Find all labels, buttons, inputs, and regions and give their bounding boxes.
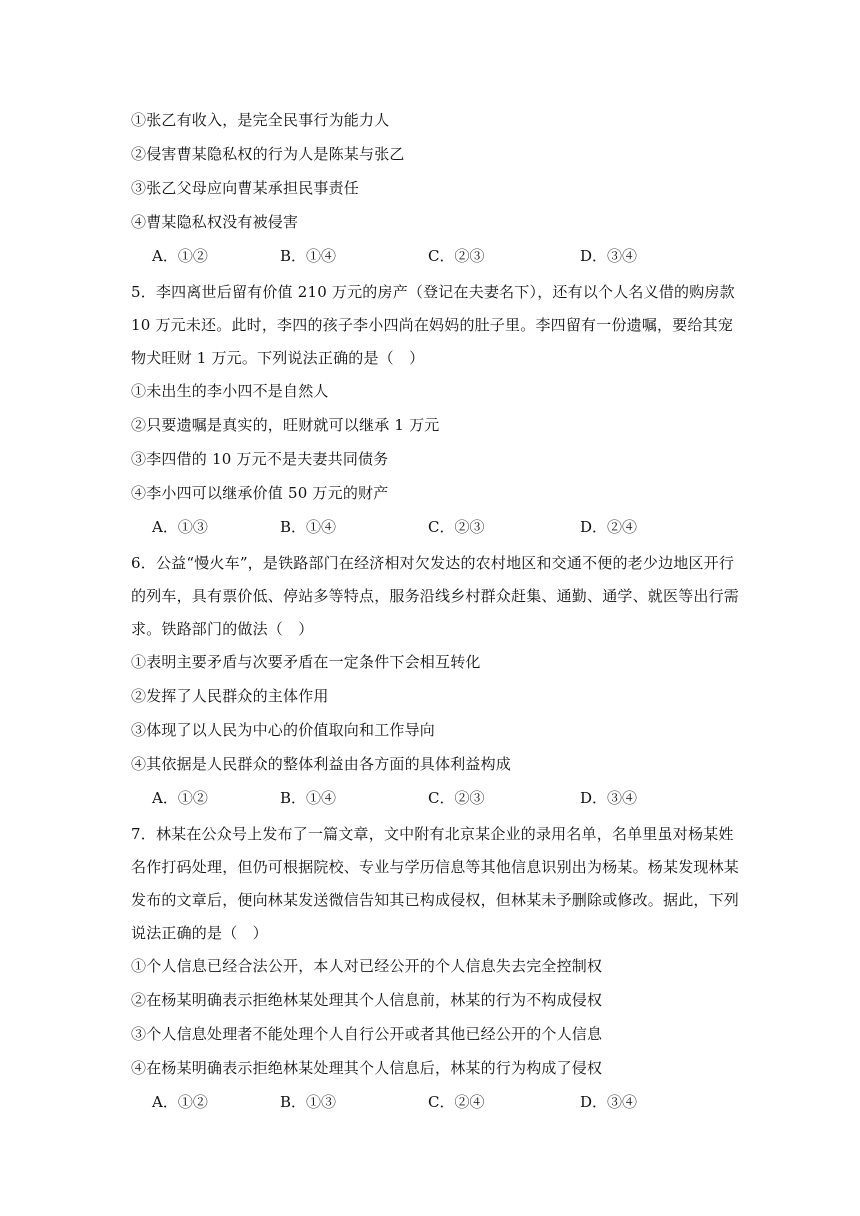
q5-option-b: B．①④ bbox=[280, 518, 337, 536]
q5-options bbox=[152, 517, 712, 537]
q6-stem-line-3: 求。铁路部门的做法（ ） bbox=[131, 620, 314, 638]
q5-statement-1: ①未出生的李小四不是自然人 bbox=[131, 382, 329, 400]
q7-options bbox=[152, 1092, 712, 1112]
q7-statement-3: ③个人信息处理者不能处理个人自行公开或者其他已经公开的个人信息 bbox=[131, 1025, 603, 1043]
q4-option-d: D．③④ bbox=[580, 247, 638, 265]
q7-option-c: C．②④ bbox=[428, 1093, 485, 1111]
q6-statement-2: ②发挥了人民群众的主体作用 bbox=[131, 687, 329, 705]
q6-option-d: D．③④ bbox=[580, 789, 638, 807]
q6-statement-4: ④其依据是人民群众的整体利益由各方面的具体利益构成 bbox=[131, 755, 512, 773]
q5-option-c: C．②③ bbox=[428, 518, 485, 536]
q7-statement-2: ②在杨某明确表示拒绝林某处理其个人信息前，林某的行为不构成侵权 bbox=[131, 991, 603, 1009]
q5-option-d: D．②④ bbox=[580, 518, 638, 536]
q6-statement-3: ③体现了以人民为中心的价值取向和工作导向 bbox=[131, 721, 436, 739]
q7-stem-line-2: 名作打码处理，但仍可根据院校、专业与学历信息等其他信息识别出为杨某。杨某发现林某 bbox=[131, 858, 740, 876]
q7-stem-line-3: 发布的文章后，便向林某发送微信告知其已构成侵权，但林某未予删除或修改。据此，下列 bbox=[131, 891, 740, 909]
q7-statement-4: ④在杨某明确表示拒绝林某处理其个人信息后，林某的行为构成了侵权 bbox=[131, 1059, 603, 1077]
q6-options bbox=[152, 788, 712, 808]
q6-option-c: C．②③ bbox=[428, 789, 485, 807]
q6-stem-line-2: 的列车，具有票价低、停站多等特点，服务沿线乡村群众赶集、通勤、通学、就医等出行需 bbox=[131, 587, 740, 605]
q5-stem-line-2: 10 万元未还。此时，李四的孩子李小四尚在妈妈的肚子里。李四留有一份遗嘱，要给其宠 bbox=[131, 316, 734, 334]
q6-stem-line-1: 6．公益“慢火车”，是铁路部门在经济相对欠发达的农村地区和交通不便的老少边地区开行 bbox=[131, 554, 735, 572]
q5-statement-2: ②只要遗嘱是真实的，旺财就可以继承 1 万元 bbox=[131, 416, 440, 434]
q7-option-d: D．③④ bbox=[580, 1093, 638, 1111]
q6-option-b: B．①④ bbox=[280, 789, 337, 807]
q7-option-a: A．①② bbox=[152, 1093, 208, 1111]
q6-statement-1: ①表明主要矛盾与次要矛盾在一定条件下会相互转化 bbox=[131, 653, 481, 671]
q5-statement-4: ④李小四可以继承价值 50 万元的财产 bbox=[131, 484, 389, 502]
q7-stem-line-1: 7．林某在公众号上发布了一篇文章，文中附有北京某企业的录用名单，名单里虽对杨某姓 bbox=[131, 825, 734, 843]
q4-options bbox=[152, 246, 712, 266]
q4-option-b: B．①④ bbox=[280, 247, 337, 265]
q4-statement-1: ①张乙有收入，是完全民事行为能力人 bbox=[131, 111, 390, 129]
q4-statement-2: ②侵害曹某隐私权的行为人是陈某与张乙 bbox=[131, 145, 405, 163]
q4-option-a: A．①② bbox=[152, 247, 208, 265]
q4-option-c: C．②③ bbox=[428, 247, 485, 265]
q7-option-b: B．①③ bbox=[280, 1093, 337, 1111]
q5-option-a: A．①③ bbox=[152, 518, 208, 536]
q4-statement-3: ③张乙父母应向曹某承担民事责任 bbox=[131, 179, 360, 197]
q5-stem-line-1: 5．李四离世后留有价值 210 万元的房产（登记在夫妻名下），还有以个人名义借的购房款 bbox=[131, 283, 735, 301]
q7-stem-line-4: 说法正确的是（ ） bbox=[131, 924, 268, 942]
q6-option-a: A．①② bbox=[152, 789, 208, 807]
q5-statement-3: ③李四借的 10 万元不是夫妻共同债务 bbox=[131, 450, 389, 468]
q4-statement-4: ④曹某隐私权没有被侵害 bbox=[131, 213, 299, 231]
q5-stem-line-3: 物犬旺财 1 万元。下列说法正确的是（ ） bbox=[131, 349, 425, 367]
q7-statement-1: ①个人信息已经合法公开，本人对已经公开的个人信息失去完全控制权 bbox=[131, 957, 603, 975]
